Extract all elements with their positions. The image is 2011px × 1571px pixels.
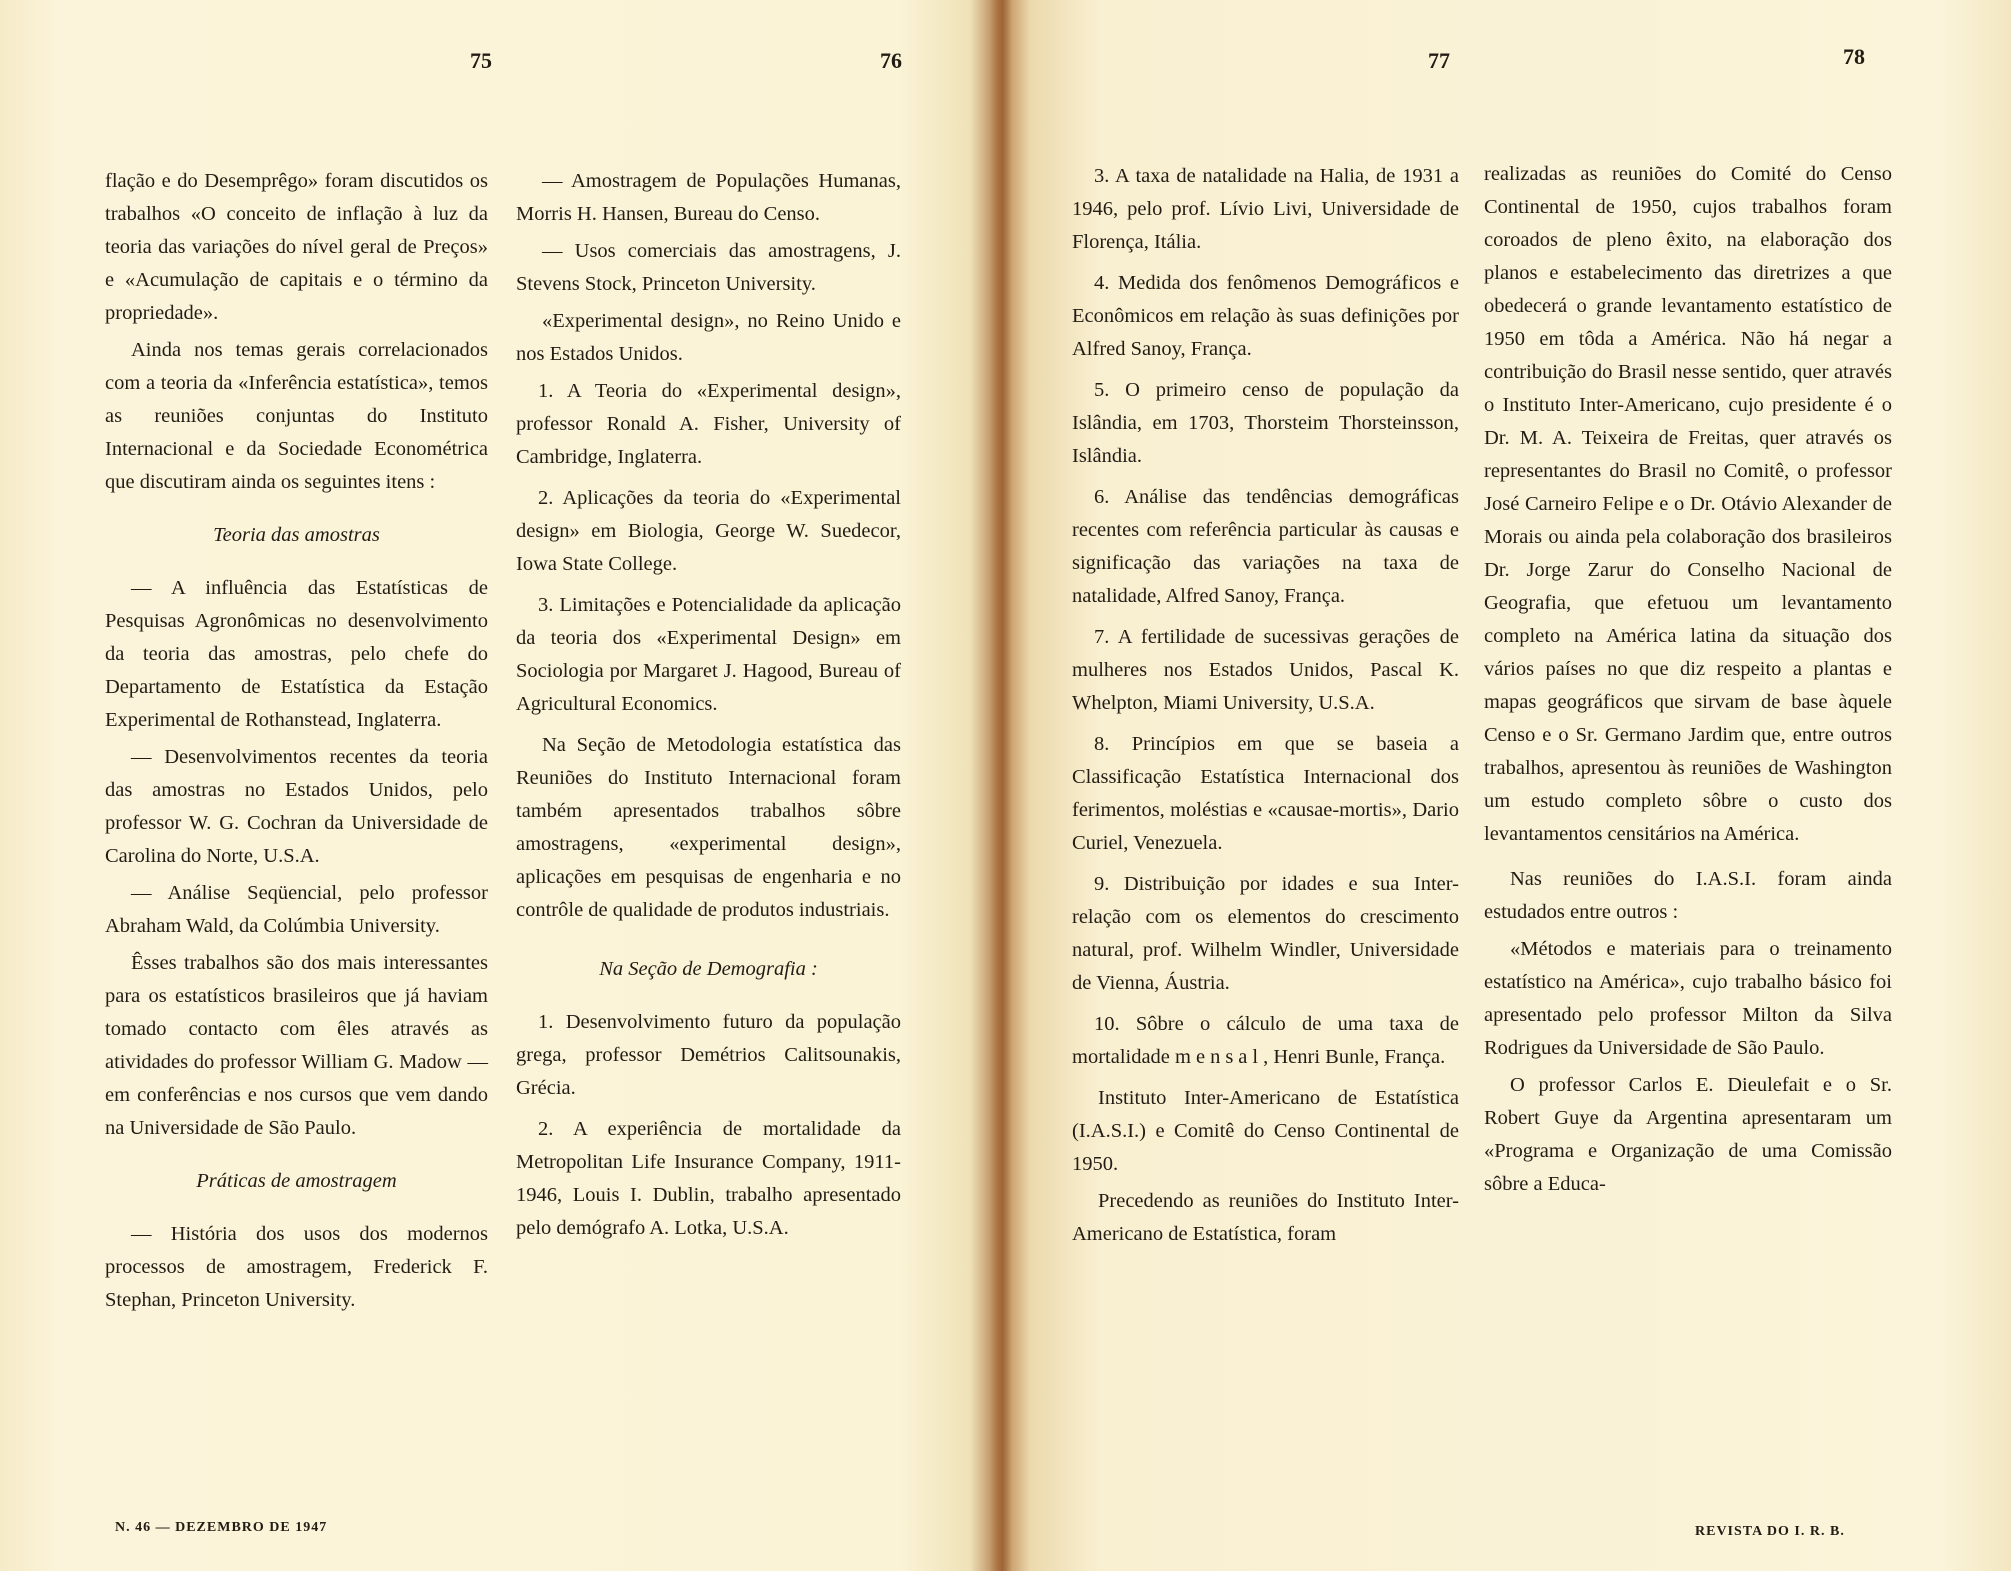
list-item	[1072, 1008, 1459, 1074]
paragraph: — Usos comerciais das amostragens, J. Stevens Stock, Princeton University.	[516, 240, 901, 295]
paragraph: «Métodos e materiais para o treinamento estatístico na América», cujo trabalho básico foi apresentado pelo professor Milton da Silva Rodrigues da Universidade de São Paulo.	[1484, 938, 1892, 1059]
paragraph: Na Seção de Metodologia estatística das Reuniões do Instituto Internacional foram também apresentados trabalhos sôbre amostragens, «experimental design», aplicações em pesquisas de engenharia e no contrôle de qualidade de produtos industriais.	[516, 734, 901, 921]
paragraph: — História dos usos dos modernos processos de amostragem, Frederick F. Stephan, Princeton University.	[105, 1223, 488, 1311]
paragraph: Nas reuniões do I.A.S.I. foram ainda estudados entre outros :	[1484, 868, 1892, 923]
page-number-75: 75	[470, 48, 492, 73]
paragraph: Ainda nos temas gerais correlacionados com a teoria da «Inferência estatística», temos as reuniões conjuntas do Instituto Internacional e da Sociedade Econométrica que discutiram ainda os seguintes itens :	[105, 339, 488, 493]
page-number-77: 77	[1428, 48, 1450, 73]
column-page-76	[516, 165, 901, 1253]
paragraph: — Desenvolvimentos recentes da teoria das amostras no Estados Unidos, pelo professor W. G. Cochran da Universidade de Carolina do Norte, U.S.A.	[105, 746, 488, 867]
list-item: 8. Princípios em que se baseia a Classificação Estatística Internacional dos ferimentos, moléstias e «causae-mortis», Dario Curiel, Venezuela.	[1072, 733, 1459, 854]
paragraph: Êsses trabalhos são dos mais interessantes para os estatísticos brasileiros que já haviam tomado contacto com êles através as atividades do professor William G. Madow — em conferências e nos cursos que vem dando na Universidade de São Paulo.	[105, 952, 488, 1139]
paragraph: flação e do Desemprêgo» foram discutidos os trabalhos «O conceito de inflação à luz da teoria das variações do nível geral de Preços» e «Acumulação de capitais e o término da propriedade».	[105, 170, 488, 324]
paragraph: «Experimental design», no Reino Unido e nos Estados Unidos.	[516, 310, 901, 365]
list-item-text: , Henri Bunle, França.	[1263, 1046, 1446, 1068]
gutter-shadow	[990, 0, 1012, 1571]
paragraph: — Amostragem de Populações Humanas, Morris H. Hansen, Bureau do Censo.	[516, 170, 901, 225]
section-heading: Teoria das amostras	[213, 524, 380, 546]
paragraph: O professor Carlos E. Dieulefait e o Sr. Robert Guye da Argentina apresentaram um «Programa e Organização de uma Comissão sôbre a Educa-	[1484, 1074, 1892, 1195]
list-item: 6. Análise das tendências demográficas recentes com referência particular às causas e significação das variações na taxa de natalidade, Alfred Sanoy, França.	[1072, 486, 1459, 607]
list-item: 1. Desenvolvimento futuro da população grega, professor Demétrios Calitsounakis, Grécia.	[516, 1011, 901, 1099]
spaced-word: mensal	[1175, 1046, 1264, 1068]
list-item: 3. Limitações e Potencialidade da aplicação da teoria dos «Experimental Design» em Sociologia por Margaret J. Hagood, Bureau of Agricultural Economics.	[516, 594, 901, 715]
section-heading: Práticas de amostragem	[196, 1170, 397, 1192]
column-page-75	[105, 165, 488, 1321]
page-number-78: 78	[1843, 44, 1865, 69]
column-page-78	[1484, 158, 1892, 1205]
list-item: 5. O primeiro censo de população da Islândia, em 1703, Thorsteim Thorsteinsson, Islândia.	[1072, 379, 1459, 467]
page-number-76: 76	[880, 48, 902, 73]
paragraph: Instituto Inter-Americano de Estatística (I.A.S.I.) e Comitê do Censo Continental de 1950.	[1072, 1087, 1459, 1175]
paragraph: — Análise Seqüencial, pelo professor Abraham Wald, da Colúmbia University.	[105, 882, 488, 937]
list-item: 2. A experiência de mortalidade da Metropolitan Life Insurance Company, 1911-1946, Louis I. Dublin, trabalho apresentado pelo demógrafo A. Lotka, U.S.A.	[516, 1118, 901, 1239]
footer-journal: REVISTA DO I. R. B.	[1695, 1524, 1845, 1539]
list-item: 2. Aplicações da teoria do «Experimental design» em Biologia, George W. Suedecor, Iowa State College.	[516, 487, 901, 575]
list-item: 4. Medida dos fenômenos Demográficos e Econômicos em relação às suas definições por Alfred Sanoy, França.	[1072, 272, 1459, 360]
paragraph: — A influência das Estatísticas de Pesquisas Agronômicas no desenvolvimento da teoria das amostras, pelo chefe do Departamento de Estatística da Estação Experimental de Rothanstead, Inglaterra.	[105, 577, 488, 731]
section-heading: Na Seção de Demografia :	[599, 958, 818, 980]
list-item: 7. A fertilidade de sucessivas gerações de mulheres nos Estados Unidos, Pascal K. Whelpton, Miami University, U.S.A.	[1072, 626, 1459, 714]
list-item-text: 10. Sôbre o cálculo de uma taxa de mortalidade	[1072, 1013, 1459, 1068]
column-page-77	[1072, 160, 1459, 1255]
paragraph: Precedendo as reuniões do Instituto Inter-Americano de Estatística, foram	[1072, 1190, 1459, 1245]
list-item: 9. Distribuição por idades e sua Inter-relação com os elementos do crescimento natural, prof. Wilhelm Windler, Universidade de Vienna, Áustria.	[1072, 873, 1459, 994]
paragraph: realizadas as reuniões do Comité do Censo Continental de 1950, cujos trabalhos foram coroados de pleno êxito, na elaboração dos planos e estabelecimento das diretrizes a que obedecerá o grande levantamento estatístico de 1950 em tôda a América. Não há negar a contribuição do Brasil nesse sentido, quer através o Instituto Inter-Americano, cujo presidente é o Dr. M. A. Teixeira de Freitas, quer através os representantes do Brasil no Comitê, o professor José Carneiro Felipe e o Dr. Otávio Alexander de Morais ou ainda pela colaboração dos brasileiros Dr. Jorge Zarur do Conselho Nacional de Geografia, que efetuou um levantamento completo na América latina da situação dos vários países no que diz respeito a plantas e mapas geográficos que sirvam de base àquele Censo e o Sr. Germano Jardim que, entre outros trabalhos, apresentou às reuniões de Washington um estudo completo sôbre o custo dos levantamentos censitários na América.	[1484, 163, 1892, 845]
list-item: 3. A taxa de natalidade na Halia, de 1931 a 1946, pelo prof. Lívio Livi, Universidade de Florença, Itália.	[1072, 165, 1459, 253]
footer-issue: N. 46 — DEZEMBRO DE 1947	[115, 1520, 328, 1535]
list-item: 1. A Teoria do «Experimental design», professor Ronald A. Fisher, University of Cambridge, Inglaterra.	[516, 380, 901, 468]
